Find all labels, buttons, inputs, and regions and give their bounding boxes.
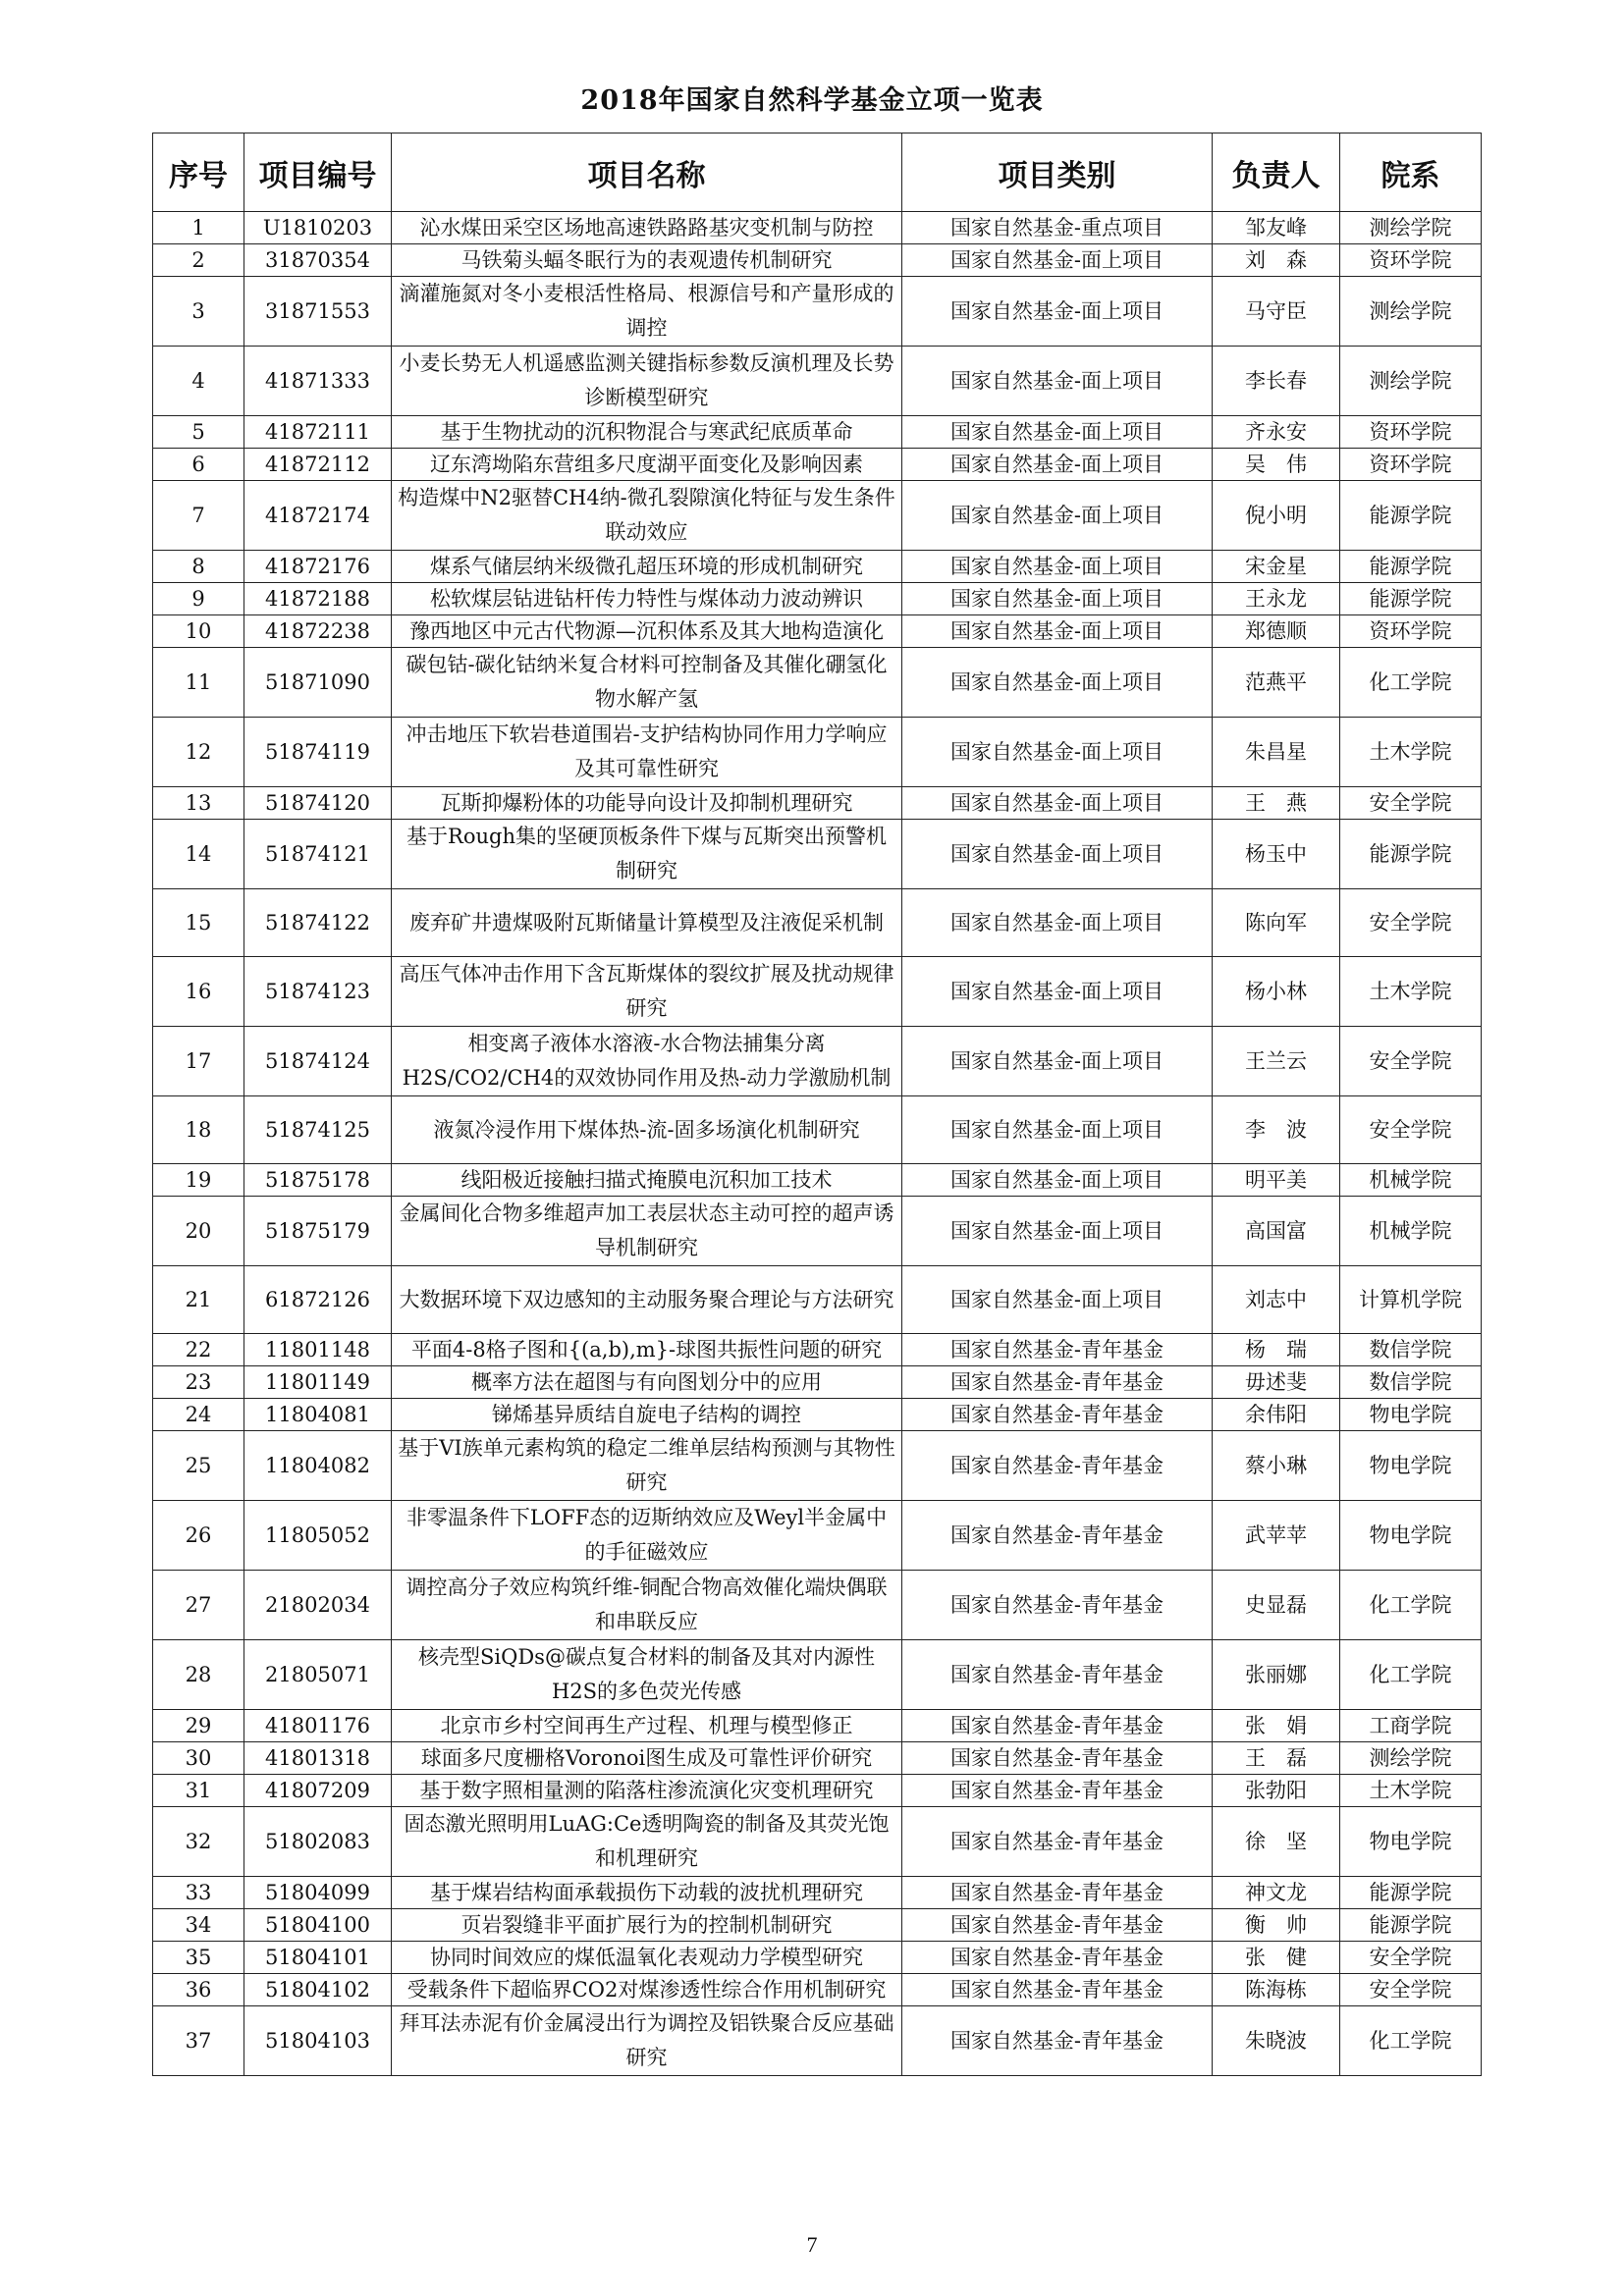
cell-type: 国家自然基金-面上项目	[902, 820, 1213, 889]
cell-code: 41871333	[244, 347, 392, 416]
cell-type: 国家自然基金-青年基金	[902, 2006, 1213, 2076]
cell-seq: 24	[153, 1399, 244, 1431]
cell-leader: 郑德顺	[1213, 615, 1340, 648]
cell-name: 大数据环境下双边感知的主动服务聚合理论与方法研究	[392, 1266, 902, 1334]
table-row	[153, 1974, 1482, 2006]
cell-dept: 资环学院	[1340, 416, 1482, 449]
cell-seq: 23	[153, 1366, 244, 1399]
table-row	[153, 1942, 1482, 1974]
cell-seq: 35	[153, 1942, 244, 1974]
cell-type: 国家自然基金-青年基金	[902, 1366, 1213, 1399]
cell-type: 国家自然基金-面上项目	[902, 277, 1213, 347]
cell-name: 液氮冷浸作用下煤体热-流-固多场演化机制研究	[392, 1096, 902, 1164]
cell-dept: 机械学院	[1340, 1197, 1482, 1266]
cell-dept: 计算机学院	[1340, 1266, 1482, 1334]
cell-dept: 安全学院	[1340, 1942, 1482, 1974]
cell-type: 国家自然基金-青年基金	[902, 1974, 1213, 2006]
table-row	[153, 244, 1482, 277]
table-row	[153, 957, 1482, 1027]
cell-leader: 范燕平	[1213, 648, 1340, 718]
cell-type: 国家自然基金-青年基金	[902, 1431, 1213, 1501]
header-type: 项目类别	[902, 133, 1213, 212]
cell-name: 豫西地区中元古代物源—沉积体系及其大地构造演化	[392, 615, 902, 648]
cell-name: 概率方法在超图与有向图划分中的应用	[392, 1366, 902, 1399]
cell-leader: 李 波	[1213, 1096, 1340, 1164]
table-row	[153, 1877, 1482, 1909]
table-row	[153, 347, 1482, 416]
cell-leader: 毋述斐	[1213, 1366, 1340, 1399]
cell-code: 41872176	[244, 551, 392, 583]
cell-dept: 物电学院	[1340, 1399, 1482, 1431]
cell-code: 51871090	[244, 648, 392, 718]
cell-dept: 数信学院	[1340, 1366, 1482, 1399]
cell-name: 基于Rough集的坚硬顶板条件下煤与瓦斯突出预警机制研究	[392, 820, 902, 889]
table-row	[153, 1807, 1482, 1877]
cell-leader: 王永龙	[1213, 583, 1340, 615]
cell-name: 非零温条件下LOFF态的迈斯纳效应及Weyl半金属中的手征磁效应	[392, 1501, 902, 1571]
cell-name: 受载条件下超临界CO2对煤渗透性综合作用机制研究	[392, 1974, 902, 2006]
cell-code: 11801148	[244, 1334, 392, 1366]
table-row	[153, 889, 1482, 957]
cell-code: U1810203	[244, 212, 392, 244]
cell-name: 滴灌施氮对冬小麦根活性格局、根源信号和产量形成的调控	[392, 277, 902, 347]
cell-type: 国家自然基金-青年基金	[902, 1710, 1213, 1742]
cell-type: 国家自然基金-青年基金	[902, 1640, 1213, 1710]
cell-seq: 8	[153, 551, 244, 583]
cell-seq: 6	[153, 449, 244, 481]
cell-seq: 18	[153, 1096, 244, 1164]
cell-seq: 14	[153, 820, 244, 889]
cell-type: 国家自然基金-面上项目	[902, 551, 1213, 583]
page-title: 2018年国家自然科学基金立项一览表	[580, 85, 1044, 116]
cell-type: 国家自然基金-青年基金	[902, 1742, 1213, 1775]
header-name: 项目名称	[392, 133, 902, 212]
cell-seq: 36	[153, 1974, 244, 2006]
cell-dept: 测绘学院	[1340, 1742, 1482, 1775]
cell-dept: 能源学院	[1340, 583, 1482, 615]
cell-code: 11801149	[244, 1366, 392, 1399]
cell-leader: 王兰云	[1213, 1027, 1340, 1096]
cell-name: 线阳极近接触扫描式掩膜电沉积加工技术	[392, 1164, 902, 1197]
cell-code: 41807209	[244, 1775, 392, 1807]
cell-name: 瓦斯抑爆粉体的功能导向设计及抑制机理研究	[392, 787, 902, 820]
cell-dept: 安全学院	[1340, 787, 1482, 820]
cell-seq: 25	[153, 1431, 244, 1501]
cell-seq: 26	[153, 1501, 244, 1571]
table-row	[153, 2006, 1482, 2076]
cell-name: 金属间化合物多维超声加工表层状态主动可控的超声诱导机制研究	[392, 1197, 902, 1266]
cell-name: 碳包钴-碳化钴纳米复合材料可控制备及其催化硼氢化物水解产氢	[392, 648, 902, 718]
table-row	[153, 1096, 1482, 1164]
table-row	[153, 1334, 1482, 1366]
cell-name: 废弃矿井遗煤吸附瓦斯储量计算模型及注液促采机制	[392, 889, 902, 957]
cell-name: 基于煤岩结构面承载损伤下动载的波扰机理研究	[392, 1877, 902, 1909]
cell-code: 41872188	[244, 583, 392, 615]
cell-seq: 20	[153, 1197, 244, 1266]
cell-seq: 21	[153, 1266, 244, 1334]
cell-seq: 5	[153, 416, 244, 449]
table-row	[153, 1431, 1482, 1501]
cell-name: 冲击地压下软岩巷道围岩-支护结构协同作用力学响应及其可靠性研究	[392, 718, 902, 787]
cell-leader: 徐 坚	[1213, 1807, 1340, 1877]
cell-type: 国家自然基金-青年基金	[902, 1775, 1213, 1807]
cell-seq: 28	[153, 1640, 244, 1710]
cell-seq: 37	[153, 2006, 244, 2076]
cell-name: 核壳型SiQDs@碳点复合材料的制备及其对内源性H2S的多色荧光传感	[392, 1640, 902, 1710]
cell-type: 国家自然基金-面上项目	[902, 1197, 1213, 1266]
cell-leader: 王 磊	[1213, 1742, 1340, 1775]
cell-name: 协同时间效应的煤低温氧化表观动力学模型研究	[392, 1942, 902, 1974]
cell-dept: 测绘学院	[1340, 277, 1482, 347]
cell-type: 国家自然基金-面上项目	[902, 1164, 1213, 1197]
table-row	[153, 1164, 1482, 1197]
cell-leader: 邹友峰	[1213, 212, 1340, 244]
cell-code: 51802083	[244, 1807, 392, 1877]
cell-type: 国家自然基金-青年基金	[902, 1501, 1213, 1571]
cell-leader: 齐永安	[1213, 416, 1340, 449]
cell-dept: 能源学院	[1340, 1909, 1482, 1942]
cell-code: 41872238	[244, 615, 392, 648]
project-table	[152, 133, 1482, 2076]
cell-name: 球面多尺度栅格Voronoi图生成及可靠性评价研究	[392, 1742, 902, 1775]
cell-dept: 土木学院	[1340, 718, 1482, 787]
cell-dept: 土木学院	[1340, 957, 1482, 1027]
cell-leader: 张 娟	[1213, 1710, 1340, 1742]
cell-code: 51874119	[244, 718, 392, 787]
table-row	[153, 1501, 1482, 1571]
cell-leader: 蔡小琳	[1213, 1431, 1340, 1501]
cell-dept: 测绘学院	[1340, 347, 1482, 416]
table-row	[153, 481, 1482, 551]
cell-dept: 资环学院	[1340, 615, 1482, 648]
cell-dept: 物电学院	[1340, 1431, 1482, 1501]
cell-name: 辽东湾坳陷东营组多尺度湖平面变化及影响因素	[392, 449, 902, 481]
cell-dept: 测绘学院	[1340, 212, 1482, 244]
cell-seq: 13	[153, 787, 244, 820]
header-leader: 负责人	[1213, 133, 1340, 212]
cell-leader: 明平美	[1213, 1164, 1340, 1197]
cell-leader: 余伟阳	[1213, 1399, 1340, 1431]
cell-seq: 33	[153, 1877, 244, 1909]
cell-seq: 29	[153, 1710, 244, 1742]
cell-type: 国家自然基金-面上项目	[902, 648, 1213, 718]
cell-leader: 张勃阳	[1213, 1775, 1340, 1807]
cell-code: 51874124	[244, 1027, 392, 1096]
cell-seq: 12	[153, 718, 244, 787]
cell-name: 北京市乡村空间再生产过程、机理与模型修正	[392, 1710, 902, 1742]
cell-seq: 22	[153, 1334, 244, 1366]
table-row	[153, 449, 1482, 481]
cell-code: 51874121	[244, 820, 392, 889]
cell-leader: 张 健	[1213, 1942, 1340, 1974]
cell-code: 31870354	[244, 244, 392, 277]
cell-name: 高压气体冲击作用下含瓦斯煤体的裂纹扩展及扰动规律研究	[392, 957, 902, 1027]
cell-type: 国家自然基金-青年基金	[902, 1942, 1213, 1974]
cell-leader: 杨 瑞	[1213, 1334, 1340, 1366]
cell-name: 平面4-8格子图和{(a,b),m}-球图共振性问题的研究	[392, 1334, 902, 1366]
cell-dept: 资环学院	[1340, 244, 1482, 277]
cell-name: 固态激光照明用LuAG:Ce透明陶瓷的制备及其荧光饱和机理研究	[392, 1807, 902, 1877]
cell-name: 页岩裂缝非平面扩展行为的控制机制研究	[392, 1909, 902, 1942]
cell-type: 国家自然基金-面上项目	[902, 347, 1213, 416]
cell-code: 41801318	[244, 1742, 392, 1775]
cell-name: 基于数字照相量测的陷落柱渗流演化灾变机理研究	[392, 1775, 902, 1807]
cell-code: 11804081	[244, 1399, 392, 1431]
cell-code: 51804103	[244, 2006, 392, 2076]
cell-leader: 神文龙	[1213, 1877, 1340, 1909]
cell-dept: 物电学院	[1340, 1807, 1482, 1877]
cell-type: 国家自然基金-面上项目	[902, 583, 1213, 615]
cell-code: 41872174	[244, 481, 392, 551]
cell-leader: 马守臣	[1213, 277, 1340, 347]
cell-leader: 张丽娜	[1213, 1640, 1340, 1710]
cell-seq: 10	[153, 615, 244, 648]
cell-leader: 李长春	[1213, 347, 1340, 416]
cell-leader: 武苹苹	[1213, 1501, 1340, 1571]
table-row	[153, 1909, 1482, 1942]
cell-code: 21802034	[244, 1571, 392, 1640]
cell-dept: 安全学院	[1340, 1027, 1482, 1096]
cell-code: 41872111	[244, 416, 392, 449]
cell-code: 51874122	[244, 889, 392, 957]
cell-code: 51875178	[244, 1164, 392, 1197]
cell-leader: 杨小林	[1213, 957, 1340, 1027]
cell-seq: 19	[153, 1164, 244, 1197]
cell-name: 沁水煤田采空区场地高速铁路路基灾变机制与防控	[392, 212, 902, 244]
cell-leader: 朱昌星	[1213, 718, 1340, 787]
cell-leader: 杨玉中	[1213, 820, 1340, 889]
cell-code: 51874120	[244, 787, 392, 820]
cell-type: 国家自然基金-青年基金	[902, 1807, 1213, 1877]
cell-code: 11805052	[244, 1501, 392, 1571]
cell-code: 51804100	[244, 1909, 392, 1942]
cell-dept: 能源学院	[1340, 481, 1482, 551]
table-header-row	[153, 133, 1482, 212]
header-seq: 序号	[153, 133, 244, 212]
cell-dept: 数信学院	[1340, 1334, 1482, 1366]
cell-seq: 17	[153, 1027, 244, 1096]
cell-code: 11804082	[244, 1431, 392, 1501]
cell-type: 国家自然基金-面上项目	[902, 718, 1213, 787]
cell-type: 国家自然基金-重点项目	[902, 212, 1213, 244]
cell-code: 21805071	[244, 1640, 392, 1710]
table-row	[153, 1710, 1482, 1742]
table-row	[153, 1399, 1482, 1431]
cell-seq: 27	[153, 1571, 244, 1640]
cell-dept: 机械学院	[1340, 1164, 1482, 1197]
cell-name: 相变离子液体水溶液-水合物法捕集分离H2S/CO2/CH4的双效协同作用及热-动力学激励机制	[392, 1027, 902, 1096]
cell-leader: 吴 伟	[1213, 449, 1340, 481]
table-row	[153, 1775, 1482, 1807]
cell-name: 调控高分子效应构筑纤维-铜配合物高效催化端炔偶联和串联反应	[392, 1571, 902, 1640]
cell-dept: 资环学院	[1340, 449, 1482, 481]
cell-type: 国家自然基金-青年基金	[902, 1571, 1213, 1640]
cell-type: 国家自然基金-青年基金	[902, 1334, 1213, 1366]
table-row	[153, 615, 1482, 648]
table-row	[153, 1640, 1482, 1710]
cell-type: 国家自然基金-面上项目	[902, 1096, 1213, 1164]
header-dept: 院系	[1340, 133, 1482, 212]
cell-code: 51804101	[244, 1942, 392, 1974]
cell-name: 马铁菊头蝠冬眠行为的表观遗传机制研究	[392, 244, 902, 277]
cell-seq: 11	[153, 648, 244, 718]
header-code: 项目编号	[244, 133, 392, 212]
cell-name: 小麦长势无人机遥感监测关键指标参数反演机理及长势诊断模型研究	[392, 347, 902, 416]
cell-type: 国家自然基金-面上项目	[902, 416, 1213, 449]
cell-name: 基于生物扰动的沉积物混合与寒武纪底质革命	[392, 416, 902, 449]
cell-type: 国家自然基金-青年基金	[902, 1877, 1213, 1909]
cell-seq: 16	[153, 957, 244, 1027]
cell-dept: 工商学院	[1340, 1710, 1482, 1742]
cell-code: 51804099	[244, 1877, 392, 1909]
cell-dept: 化工学院	[1340, 1571, 1482, 1640]
cell-seq: 9	[153, 583, 244, 615]
cell-code: 41801176	[244, 1710, 392, 1742]
cell-dept: 能源学院	[1340, 551, 1482, 583]
cell-name: 构造煤中N2驱替CH4纳-微孔裂隙演化特征与发生条件联动效应	[392, 481, 902, 551]
cell-leader: 刘 森	[1213, 244, 1340, 277]
cell-dept: 安全学院	[1340, 1974, 1482, 2006]
cell-leader: 朱晓波	[1213, 2006, 1340, 2076]
cell-code: 61872126	[244, 1266, 392, 1334]
table-row	[153, 1197, 1482, 1266]
cell-leader: 陈向军	[1213, 889, 1340, 957]
cell-seq: 15	[153, 889, 244, 957]
cell-dept: 化工学院	[1340, 2006, 1482, 2076]
table-row	[153, 212, 1482, 244]
cell-type: 国家自然基金-面上项目	[902, 1027, 1213, 1096]
table-row	[153, 1027, 1482, 1096]
table-row	[153, 277, 1482, 347]
table-row	[153, 551, 1482, 583]
cell-seq: 7	[153, 481, 244, 551]
cell-code: 51874125	[244, 1096, 392, 1164]
table-row	[153, 820, 1482, 889]
cell-type: 国家自然基金-青年基金	[902, 1909, 1213, 1942]
cell-dept: 化工学院	[1340, 1640, 1482, 1710]
cell-seq: 34	[153, 1909, 244, 1942]
cell-code: 31871553	[244, 277, 392, 347]
cell-leader: 陈海栋	[1213, 1974, 1340, 2006]
table-row	[153, 1742, 1482, 1775]
cell-leader: 衡 帅	[1213, 1909, 1340, 1942]
cell-name: 拜耳法赤泥有价金属浸出行为调控及铝铁聚合反应基础研究	[392, 2006, 902, 2076]
cell-name: 锑烯基异质结自旋电子结构的调控	[392, 1399, 902, 1431]
cell-type: 国家自然基金-面上项目	[902, 481, 1213, 551]
cell-code: 51874123	[244, 957, 392, 1027]
cell-seq: 1	[153, 212, 244, 244]
cell-type: 国家自然基金-面上项目	[902, 957, 1213, 1027]
table-row	[153, 787, 1482, 820]
cell-type: 国家自然基金-面上项目	[902, 889, 1213, 957]
table-row	[153, 1571, 1482, 1640]
table-row	[153, 1366, 1482, 1399]
table-row	[153, 718, 1482, 787]
cell-leader: 高国富	[1213, 1197, 1340, 1266]
cell-leader: 史显磊	[1213, 1571, 1340, 1640]
cell-dept: 能源学院	[1340, 1877, 1482, 1909]
cell-seq: 2	[153, 244, 244, 277]
cell-code: 51875179	[244, 1197, 392, 1266]
cell-seq: 31	[153, 1775, 244, 1807]
cell-type: 国家自然基金-青年基金	[902, 1399, 1213, 1431]
cell-code: 51804102	[244, 1974, 392, 2006]
cell-seq: 30	[153, 1742, 244, 1775]
cell-dept: 物电学院	[1340, 1501, 1482, 1571]
cell-seq: 4	[153, 347, 244, 416]
cell-name: 煤系气储层纳米级微孔超压环境的形成机制研究	[392, 551, 902, 583]
cell-type: 国家自然基金-面上项目	[902, 787, 1213, 820]
cell-type: 国家自然基金-面上项目	[902, 1266, 1213, 1334]
cell-dept: 土木学院	[1340, 1775, 1482, 1807]
cell-name: 松软煤层钻进钻杆传力特性与煤体动力波动辨识	[392, 583, 902, 615]
cell-dept: 安全学院	[1340, 889, 1482, 957]
table-row	[153, 583, 1482, 615]
cell-code: 41872112	[244, 449, 392, 481]
cell-type: 国家自然基金-面上项目	[902, 615, 1213, 648]
cell-type: 国家自然基金-面上项目	[902, 244, 1213, 277]
cell-dept: 安全学院	[1340, 1096, 1482, 1164]
cell-leader: 宋金星	[1213, 551, 1340, 583]
page-number: 7	[806, 2232, 818, 2257]
cell-seq: 3	[153, 277, 244, 347]
table-row	[153, 416, 1482, 449]
cell-type: 国家自然基金-面上项目	[902, 449, 1213, 481]
cell-leader: 刘志中	[1213, 1266, 1340, 1334]
cell-dept: 能源学院	[1340, 820, 1482, 889]
table-row	[153, 1266, 1482, 1334]
cell-name: 基于VI族单元素构筑的稳定二维单层结构预测与其物性研究	[392, 1431, 902, 1501]
cell-leader: 倪小明	[1213, 481, 1340, 551]
table-row	[153, 648, 1482, 718]
cell-leader: 王 燕	[1213, 787, 1340, 820]
cell-dept: 化工学院	[1340, 648, 1482, 718]
cell-seq: 32	[153, 1807, 244, 1877]
